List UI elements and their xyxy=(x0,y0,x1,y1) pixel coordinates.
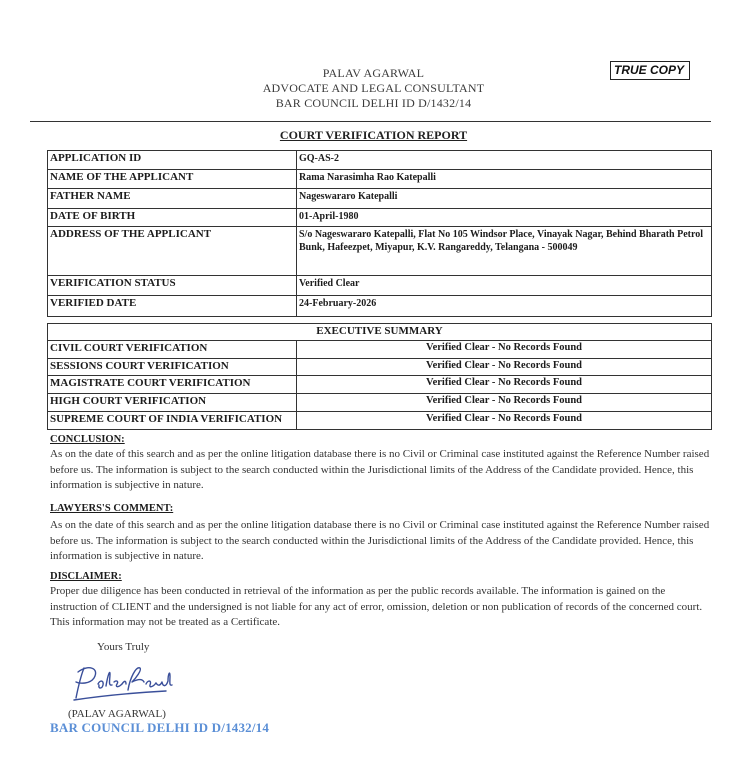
disclaimer-title: DISCLAIMER: xyxy=(50,571,122,582)
court-name: MAGISTRATE COURT VERIFICATION xyxy=(48,376,297,394)
detail-value: Rama Narasimha Rao Katepalli xyxy=(297,170,712,189)
court-result: Verified Clear - No Records Found xyxy=(297,394,712,412)
detail-label: ADDRESS OF THE APPLICANT xyxy=(48,227,297,276)
detail-value: S/o Nageswararo Katepalli, Flat No 105 Windsor Place, Vinayak Nagar, Behind Bharath Petrol Bunk, Hafeezpet, Miyapur, K.V. Rangareddy, Telangana - 500049 xyxy=(297,227,712,276)
conclusion-title: CONCLUSION: xyxy=(50,434,125,445)
table-row xyxy=(48,209,712,227)
detail-label: FATHER NAME xyxy=(48,189,297,209)
letterhead xyxy=(0,66,747,111)
lawyers-comment-title: LAWYERS'S COMMENT: xyxy=(50,503,174,514)
bar-council-id: BAR COUNCIL DELHI ID D/1432/14 xyxy=(275,96,472,110)
advocate-name: PALAV AGARWAL xyxy=(322,66,425,80)
disclaimer-text: Proper due diligence has been conducted in retrieval of the information as per the public records available. The information is gained on the instruction of CLIENT and the undersigned is not liable for any act of error, omission, deletion or non publication of records of the concerned court. This information may not be treated as a Certificate. xyxy=(50,585,703,628)
table-row xyxy=(48,412,712,430)
detail-label: APPLICATION ID xyxy=(48,151,297,170)
table-row xyxy=(48,170,712,189)
court-name: SUPREME COURT OF INDIA VERIFICATION xyxy=(48,412,297,430)
signatory-name: (PALAV AGARWAL) xyxy=(68,708,166,720)
report-title: COURT VERIFICATION REPORT xyxy=(279,128,468,142)
advocate-title: ADVOCATE AND LEGAL CONSULTANT xyxy=(262,81,485,95)
lawyers-comment-text: As on the date of this search and as per the online litigation database there is no Civil or Criminal case instituted against the Reference Number raised before us. The information is subject to the search conducted within the Jurisdictional limits of the Address of the Candidate provided. Hence, this information is subjective in nature. xyxy=(50,519,710,562)
detail-value: 24-February-2026 xyxy=(297,296,712,317)
detail-label: DATE OF BIRTH xyxy=(48,209,297,227)
table-row xyxy=(48,359,712,376)
table-row xyxy=(48,151,712,170)
summary-heading-row xyxy=(48,324,712,341)
table-row xyxy=(48,189,712,209)
court-name: HIGH COURT VERIFICATION xyxy=(48,394,297,412)
detail-value: Verified Clear xyxy=(297,276,712,296)
detail-label: NAME OF THE APPLICANT xyxy=(48,170,297,189)
court-name: CIVIL COURT VERIFICATION xyxy=(48,341,297,359)
header-divider xyxy=(30,121,711,122)
court-result: Verified Clear - No Records Found xyxy=(297,341,712,359)
detail-label: VERIFICATION STATUS xyxy=(48,276,297,296)
detail-label: VERIFIED DATE xyxy=(48,296,297,317)
detail-value: GQ-AS-2 xyxy=(297,151,712,170)
handwritten-signature xyxy=(70,660,180,706)
court-result: Verified Clear - No Records Found xyxy=(297,376,712,394)
table-row xyxy=(48,276,712,296)
conclusion-text: As on the date of this search and as per the online litigation database there is no Civil or Criminal case instituted against the Reference Number raised before us. The information is subject to the search conducted within the Jurisdictional limits of the Address of the Candidate provided. Hence, this information is subjective in nature. xyxy=(50,448,710,491)
table-row xyxy=(48,227,712,276)
court-result: Verified Clear - No Records Found xyxy=(297,412,712,430)
table-row xyxy=(48,341,712,359)
detail-value: Nageswararo Katepalli xyxy=(297,189,712,209)
closing-salutation: Yours Truly xyxy=(97,641,150,653)
court-name: SESSIONS COURT VERIFICATION xyxy=(48,359,297,376)
table-row xyxy=(48,394,712,412)
table-row xyxy=(48,376,712,394)
executive-summary-table xyxy=(47,323,712,430)
true-copy-stamp: TRUE COPY xyxy=(610,61,690,80)
table-row xyxy=(48,296,712,317)
applicant-details-table xyxy=(47,150,712,317)
court-result: Verified Clear - No Records Found xyxy=(297,359,712,376)
signatory-bar-id: BAR COUNCIL DELHI ID D/1432/14 xyxy=(50,720,270,735)
detail-value: 01-April-1980 xyxy=(297,209,712,227)
summary-heading: EXECUTIVE SUMMARY xyxy=(48,324,712,341)
